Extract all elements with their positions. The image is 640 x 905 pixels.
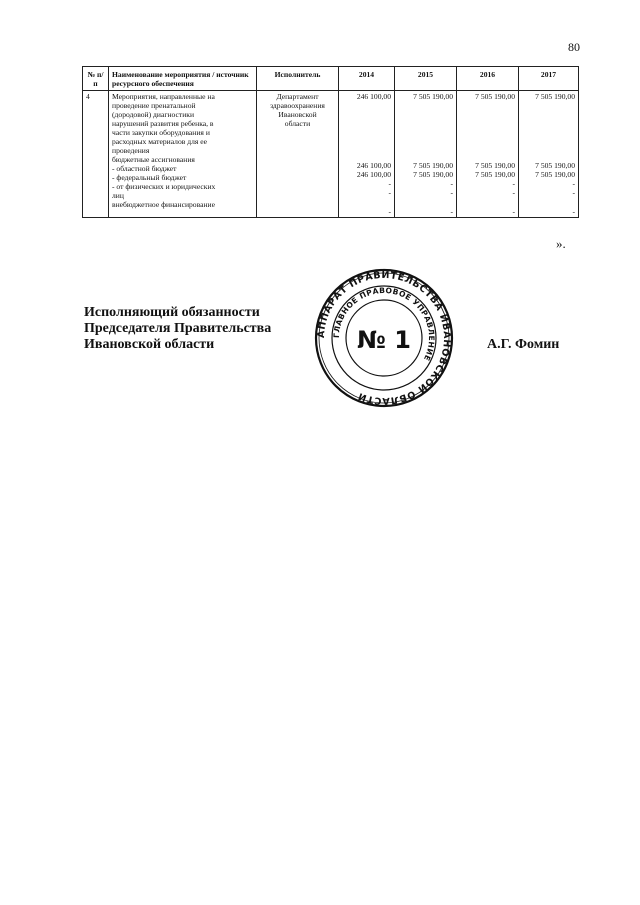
- name-line: проведение пренатальной: [112, 101, 196, 110]
- signer-title: [84, 305, 271, 353]
- signer-title-line: Исполняющий обязанности: [84, 305, 260, 320]
- header-2015: 2015: [395, 67, 457, 91]
- source-value: 7 505 190,00: [475, 161, 515, 170]
- resource-table: [82, 66, 579, 218]
- source-value: 246 100,00: [356, 170, 391, 179]
- total-value: 246 100,00: [356, 92, 391, 101]
- seal-inner-text: ГЛАВНОЕ ПРАВОВОЕ УПРАВЛЕНИЕ: [331, 285, 437, 363]
- source-value: -: [388, 179, 391, 188]
- col-2015: [395, 91, 457, 218]
- source-value: -: [388, 188, 391, 197]
- table-header-row: [83, 67, 579, 91]
- source-value: 246 100,00: [356, 161, 391, 170]
- total-value: 7 505 190,00: [413, 92, 453, 101]
- seal-number: № 1: [357, 326, 411, 354]
- executor-line: области: [284, 119, 311, 128]
- executor-line: здравоохранения: [270, 101, 325, 110]
- name-line: (дородовой) диагностики: [112, 110, 195, 119]
- source-label: внебюджетное финансирование: [112, 200, 215, 209]
- name-line: проведения: [112, 146, 150, 155]
- name-line: Мероприятия, направленные на: [112, 92, 215, 101]
- executor-line: Департамент: [276, 92, 319, 101]
- source-value: -: [450, 188, 453, 197]
- executor-line: Ивановской: [278, 110, 317, 119]
- source-value: -: [450, 179, 453, 188]
- name-line: нарушений развития ребенка, в: [112, 119, 214, 128]
- total-value: 7 505 190,00: [535, 92, 575, 101]
- signer-title-line: Ивановской области: [84, 337, 215, 352]
- header-2017: 2017: [519, 67, 579, 91]
- seal-outer-text: АППАРАТ ПРАВИТЕЛЬСТВА ИВАНОВСКОЙ ОБЛАСТИ: [315, 269, 453, 407]
- col-2014: [339, 91, 395, 218]
- name-line: расходных материалов для ее: [112, 137, 208, 146]
- row-name: [109, 91, 257, 218]
- source-value: 7 505 190,00: [475, 170, 515, 179]
- header-name: Наименование мероприятия / источник ресурсного обеспечения: [109, 67, 257, 91]
- header-2016: 2016: [457, 67, 519, 91]
- source-value: 7 505 190,00: [413, 161, 453, 170]
- signer-name: А.Г. Фомин: [487, 337, 560, 352]
- source-value: -: [512, 188, 515, 197]
- header-num: № п/п: [83, 67, 109, 91]
- table-row: [83, 91, 579, 218]
- row-number: 4: [83, 91, 109, 218]
- source-value: -: [572, 207, 575, 216]
- source-value: -: [512, 179, 515, 188]
- signer-title-line: Председателя Правительства: [84, 321, 272, 336]
- closing-quote: ».: [556, 236, 566, 251]
- row-executor: [257, 91, 339, 218]
- col-2016: [457, 91, 519, 218]
- source-label: - федеральный бюджет: [112, 173, 187, 182]
- page-number: 80: [568, 40, 580, 54]
- source-value: 7 505 190,00: [535, 170, 575, 179]
- name-line: части закупки оборудования и: [112, 128, 210, 137]
- total-value: 7 505 190,00: [475, 92, 515, 101]
- official-seal: [314, 268, 454, 408]
- source-value: 7 505 190,00: [413, 170, 453, 179]
- source-label: лиц: [112, 191, 124, 200]
- source-label: бюджетные ассигнования: [112, 155, 195, 164]
- source-label: - от физических и юридических: [112, 182, 216, 191]
- source-label: - областной бюджет: [112, 164, 177, 173]
- source-value: -: [572, 188, 575, 197]
- source-value: 7 505 190,00: [535, 161, 575, 170]
- source-value: -: [388, 207, 391, 216]
- source-value: -: [512, 207, 515, 216]
- source-value: -: [572, 179, 575, 188]
- col-2017: [519, 91, 579, 218]
- source-value: -: [450, 207, 453, 216]
- header-executor: Исполнитель: [257, 67, 339, 91]
- header-2014: 2014: [339, 67, 395, 91]
